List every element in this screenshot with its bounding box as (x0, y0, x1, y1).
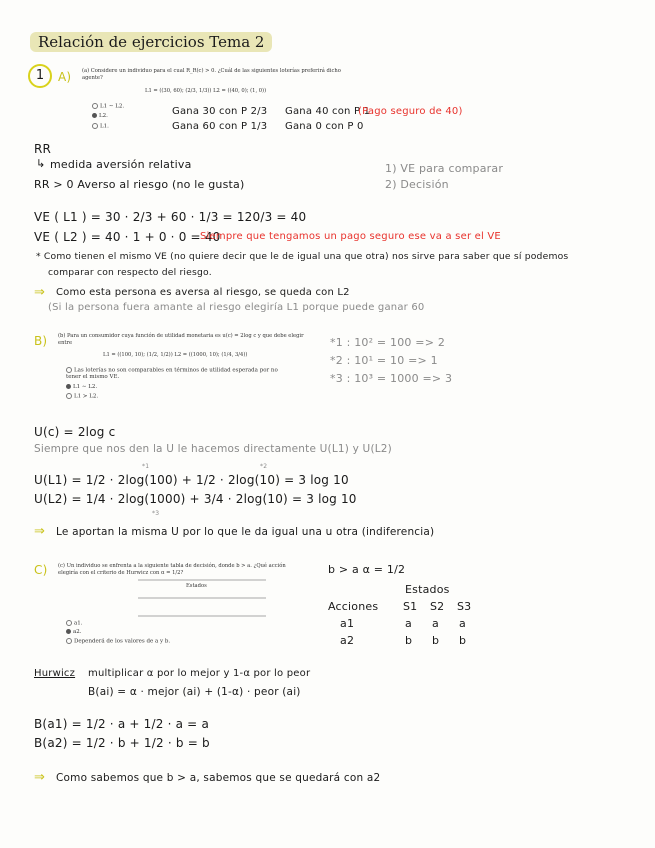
utility-note: Siempre que nos den la U le hacemos directamente U(L1) y U(L2) (34, 443, 392, 455)
printed-question-b: (b) Para un consumidor cuya función de utilidad monetaria es u(c) = 2log c y que debe elegir entre (58, 333, 304, 346)
exercise-number: 1 (28, 64, 52, 88)
note-l2-40: Gana 40 con P 1 (285, 106, 371, 117)
radio-selected-icon (66, 384, 71, 389)
hurwicz-description: multiplicar α por lo mejor y 1-α por lo peor (88, 668, 311, 679)
option-a-2: L2. (92, 113, 108, 119)
col-s3: S3 (457, 600, 472, 613)
hurwicz-label: Hurwicz (34, 668, 76, 679)
cell-a1-s3: a (459, 617, 466, 630)
cell-a2-s1: b (405, 634, 413, 647)
cell-a1-s2: a (432, 617, 439, 630)
printed-lotteries-b: L1 = ((100, 10); (1/2, 1/2)) L2 = ((1000, 10); (1/4, 3/4)) (103, 352, 248, 358)
option-b-3: L1 ≻ L2. (66, 393, 98, 400)
conclusion-a: Como esta persona es aversa al riesgo, se queda con L2 (56, 287, 350, 298)
hurwicz-a1: B(a1) = 1/2 · a + 1/2 · a = a (34, 717, 210, 731)
rr-arrow-icon: ↳ (36, 157, 46, 170)
radio-selected-icon (66, 629, 71, 634)
side-note-1: 1) VE para comparar (385, 162, 504, 175)
row-a1-name: a1 (340, 617, 355, 630)
log-result-1: *1 : 10² = 100 => 2 (330, 336, 446, 349)
rr-label: RR (34, 142, 52, 156)
risk-lover-note: (Si la persona fuera amante al riesgo elegiría L1 porque puede ganar 60 (48, 302, 425, 313)
rr-positive: RR > 0 Averso al riesgo (no le gusta) (34, 178, 245, 191)
radio-icon (66, 620, 72, 626)
mark-2: *2 (260, 463, 268, 470)
mark-1: *1 (142, 463, 150, 470)
star-note-line1: * Como tienen el mismo VE (no quiere decir que le de igual una que otra) nos sirve para saber que sí podemos (36, 251, 569, 262)
option-b-2: L1 ∼ L2. (66, 384, 97, 390)
part-b-label: B) (34, 334, 48, 348)
states-header: Estados (405, 583, 450, 596)
star-note-line2: comparar con respecto del riesgo. (48, 267, 212, 278)
option-a-1: L1 ∼ L2. (92, 103, 124, 110)
note-l1-30: Gana 30 con P 2/3 (172, 106, 268, 117)
printed-table-title: Estados (186, 583, 207, 589)
log-result-3: *3 : 10³ = 1000 => 3 (330, 372, 453, 385)
mark-3: *3 (152, 510, 160, 517)
printed-decision-table (138, 578, 268, 618)
utility-l1: U(L1) = 1/2 · 2log(100) + 1/2 · 2log(10) = 3 log 10 (34, 473, 349, 487)
col-s2: S2 (430, 600, 445, 613)
hurwicz-a2: B(a2) = 1/2 · b + 1/2 · b = b (34, 736, 210, 750)
part-c-label: C) (34, 563, 48, 577)
ve-l1: VE ( L1 ) = 30 · 2/3 + 60 · 1/3 = 120/3 = 40 (34, 210, 307, 224)
printed-lotteries-a: L1 = ((30, 60); (2/3, 1/3)) L2 = ((40, 0); (1, 0)) (145, 88, 267, 94)
rr-definition: medida aversión relativa (50, 158, 192, 171)
cell-a1-s1: a (405, 617, 412, 630)
conclusion-c: Como sabemos que b > a, sabemos que se quedará con a2 (56, 772, 381, 784)
actions-header: Acciones (328, 600, 379, 613)
condition: b > a α = 1/2 (328, 563, 406, 576)
log-result-2: *2 : 10¹ = 10 => 1 (330, 354, 438, 367)
option-c-1: a1. (66, 620, 83, 627)
cell-a2-s3: b (459, 634, 467, 647)
radio-icon (66, 638, 72, 644)
note-safe-payment: (Pago seguro de 40) (358, 106, 463, 117)
radio-icon (66, 393, 72, 399)
row-a2-name: a2 (340, 634, 355, 647)
option-c-2: a2. (66, 629, 82, 635)
side-note-2: 2) Decisión (385, 178, 449, 191)
radio-icon (66, 367, 72, 373)
option-a-3: L1. (92, 123, 109, 130)
radio-icon (92, 123, 98, 129)
radio-selected-icon (92, 113, 97, 118)
utility-function: U(c) = 2log c (34, 425, 116, 439)
printed-question-c: (c) Un individuo se enfrenta a la siguiente tabla de decisión, donde b > a. ¿Qué acción elegiría con el criterio de Hurwicz con α = 1/2? (58, 563, 286, 576)
note-l2-0: Gana 0 con P 0 (285, 121, 364, 132)
option-b-1: Las loterías no son comparables en términos de utilidad esperada por no tener el mismo VE. (66, 367, 278, 380)
conclusion-b: Le aportan la misma U por lo que le da igual una u otra (indiferencia) (56, 526, 435, 538)
page-title: Relación de ejercicios Tema 2 (30, 32, 272, 52)
radio-icon (92, 103, 98, 109)
arrow-icon: ⇒ (34, 524, 46, 539)
printed-question-a: (a) Considere un individuo para el cual R_R(c) > 0. ¿Cuál de las siguientes loterías preferirá dicho agente? (82, 68, 341, 81)
col-s1: S1 (403, 600, 418, 613)
option-c-3: Dependerá de los valores de a y b. (66, 638, 170, 645)
ve-l2: VE ( L2 ) = 40 · 1 + 0 · 0 = 40 (34, 230, 221, 244)
part-a-label: A) (58, 70, 72, 84)
arrow-icon: ⇒ (34, 770, 46, 785)
ve-l2-note: Siempre que tengamos un pago seguro ese va a ser el VE (200, 231, 501, 242)
cell-a2-s2: b (432, 634, 440, 647)
arrow-icon: ⇒ (34, 285, 46, 300)
hurwicz-formula: B(ai) = α · mejor (ai) + (1-α) · peor (ai) (88, 686, 301, 698)
note-l1-60: Gana 60 con P 1/3 (172, 121, 268, 132)
utility-l2: U(L2) = 1/4 · 2log(1000) + 3/4 · 2log(10) = 3 log 10 (34, 492, 357, 506)
